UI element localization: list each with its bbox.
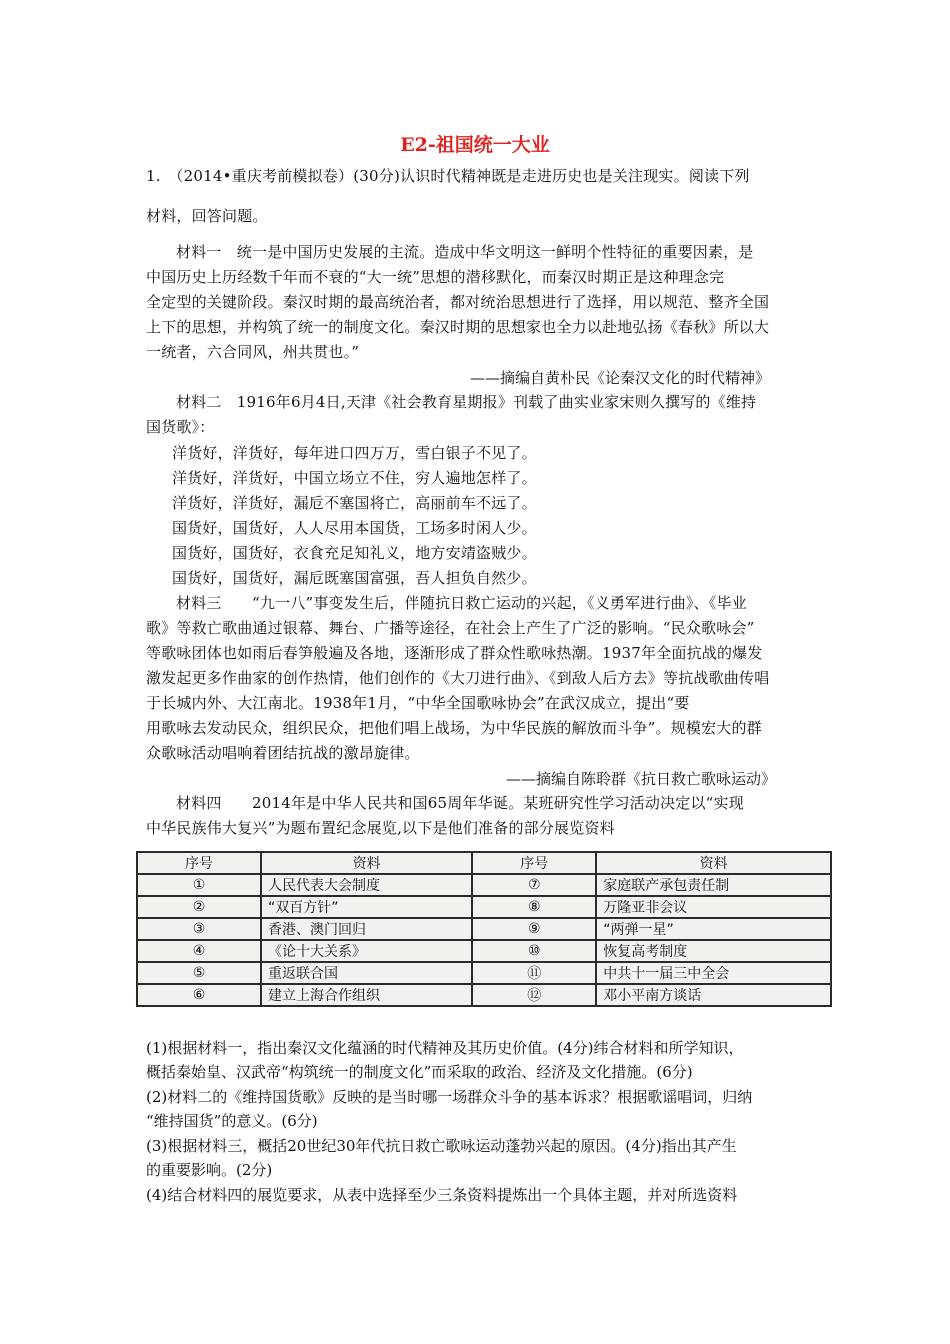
poem-line: 国货好，国货好，衣食充足知礼义，地方安靖盗贼少。 <box>172 544 537 562</box>
table-row <box>137 874 831 896</box>
table-header-row <box>137 852 831 874</box>
material-one-line: 材料一 统一是中国历史发展的主流。造成中华文明这一鲜明个性特征的重要因素，是 <box>176 243 754 261</box>
column-header-number: 序号 <box>472 852 596 874</box>
material-two-line: 国货歌》： <box>146 418 215 436</box>
row-number: ② <box>137 896 261 918</box>
row-material: 万隆亚非会议 <box>596 896 831 918</box>
row-number: ④ <box>137 940 261 962</box>
material-one-line: 全定型的关键阶段。秦汉时期的最高统治者，都对统治思想进行了选择，用以规范、整齐全国 <box>146 293 770 311</box>
material-three-line: 于长城内外、大江南北。1938年1月，“中华全国歌咏协会”在武汉成立，提出“要 <box>146 694 690 712</box>
material-one-line: 中国历史上历经数千年而不衰的“大一统”思想的潜移默化，而秦汉时期正是这种理念完 <box>146 268 725 286</box>
row-number: ⑫ <box>472 984 596 1006</box>
row-material: 香港、澳门回归 <box>261 918 472 940</box>
material-four-line: 中华民族伟大复兴”为题布置纪念展览,以下是他们准备的部分展览资料 <box>146 819 615 837</box>
material-one-line: 上下的思想，并构筑了统一的制度文化。秦汉时期的思想家也全力以赴地弘扬《春秋》所以大 <box>146 318 770 336</box>
question-line: 的重要影响。(2分) <box>146 1161 273 1179</box>
poem-line: 洋货好，洋货好，漏卮不塞国将亡，高丽前车不远了。 <box>172 494 537 512</box>
row-number: ③ <box>137 918 261 940</box>
material-three-line: 等歌咏团体也如雨后春笋般遍及各地，逐渐形成了群众性歌咏热潮。1937年全面抗战的爆发 <box>146 644 763 662</box>
table-row <box>137 896 831 918</box>
material-three-line: 材料三 “九一八”事变发生后，伴随抗日救亡运动的兴起，《义勇军进行曲》、《毕业 <box>176 594 747 612</box>
question-intro-line: 1. （2014•重庆考前模拟卷）(30分)认识时代精神既是走进历史也是关注现实。阅读下列 <box>146 167 750 185</box>
row-number: ⑥ <box>137 984 261 1006</box>
row-material: 中共十一届三中全会 <box>596 962 831 984</box>
column-header-material: 资料 <box>596 852 831 874</box>
column-header-number: 序号 <box>137 852 261 874</box>
row-number: ⑩ <box>472 940 596 962</box>
row-number: ⑧ <box>472 896 596 918</box>
table-row <box>137 984 831 1006</box>
row-material: “双百方针” <box>261 896 472 918</box>
row-material: 《论十大关系》 <box>261 940 472 962</box>
material-one-source: ——摘编自黄朴民《论秦汉文化的时代精神》 <box>470 369 771 387</box>
page-title: E2-祖国统一大业 <box>400 134 550 156</box>
row-number: ⑤ <box>137 962 261 984</box>
row-number: ⑦ <box>472 874 596 896</box>
exhibit-table <box>136 851 832 1007</box>
row-material: 家庭联产承包责任制 <box>596 874 831 896</box>
question-line: “维持国货”的意义。(6分) <box>146 1112 318 1130</box>
row-material: 重返联合国 <box>261 962 472 984</box>
material-one-line: 一统者，六合同风，州共贯也。” <box>146 343 360 361</box>
material-two-line: 材料二 1916年6月4日,天津《社会教育星期报》刊载了曲实业家宋则久撰写的《维持 <box>176 393 757 411</box>
row-number: ⑨ <box>472 918 596 940</box>
table-row <box>137 962 831 984</box>
material-three-line: 激发起更多作曲家的创作热情，他们创作的《大刀进行曲》、《到敌人后方去》等抗战歌曲传唱 <box>146 669 770 687</box>
row-material: 邓小平南方谈话 <box>596 984 831 1006</box>
material-three-line: 歌》等救亡歌曲通过银幕、舞台、广播等途径，在社会上产生了广泛的影响。“民众歌咏会” <box>146 619 755 637</box>
question-line: (4)结合材料四的展览要求，从表中选择至少三条资料提炼出一个具体主题，并对所选资料 <box>146 1186 738 1204</box>
material-three-line: 用歌咏去发动民众，组织民众，把他们唱上战场，为中华民族的解放而斗争”。规模宏大的群 <box>146 719 762 737</box>
poem-line: 国货好，国货好，漏卮既塞国富强，吾人担负自然少。 <box>172 569 537 587</box>
poem-line: 国货好，国货好，人人尽用本国货，工场多时闲人少。 <box>172 519 537 537</box>
row-number: ⑪ <box>472 962 596 984</box>
question-line: (1)根据材料一，指出秦汉文化蕴涵的时代精神及其历史价值。(4分)纬合材料和所学知识， <box>146 1039 744 1057</box>
question-line: (2)材料二的《维持国货歌》反映的是当时哪一场群众斗争的基本诉求？根据歌谣唱词，归纳 <box>146 1088 753 1106</box>
column-header-material: 资料 <box>261 852 472 874</box>
table-row <box>137 940 831 962</box>
row-material: 建立上海合作组织 <box>261 984 472 1006</box>
poem-line: 洋货好，洋货好，每年进口四万万，雪白银子不见了。 <box>172 444 537 462</box>
question-intro-line: 材料，回答问题。 <box>146 207 268 225</box>
material-three-source: ——摘编自陈聆群《抗日救亡歌咏运动》 <box>506 770 777 788</box>
table-row <box>137 918 831 940</box>
row-material: 人民代表大会制度 <box>261 874 472 896</box>
row-material: 恢复高考制度 <box>596 940 831 962</box>
material-four-line: 材料四 2014年是中华人民共和国65周年华诞。某班研究性学习活动决定以“实现 <box>176 794 744 812</box>
question-line: 概括秦始皇、汉武帝“构筑统一的制度文化”而采取的政治、经济及文化措施。(6分) <box>146 1063 693 1081</box>
question-line: (3)根据材料三，概括20世纪30年代抗日救亡歌咏运动蓬勃兴起的原因。(4分)指出其产生 <box>146 1137 737 1155</box>
poem-line: 洋货好，洋货好，中国立场立不住，穷人遍地怎样了。 <box>172 469 537 487</box>
row-number: ① <box>137 874 261 896</box>
material-three-line: 众歌咏活动唱响着团结抗战的激昂旋律。 <box>146 744 420 762</box>
row-material: “两弹一星” <box>596 918 831 940</box>
